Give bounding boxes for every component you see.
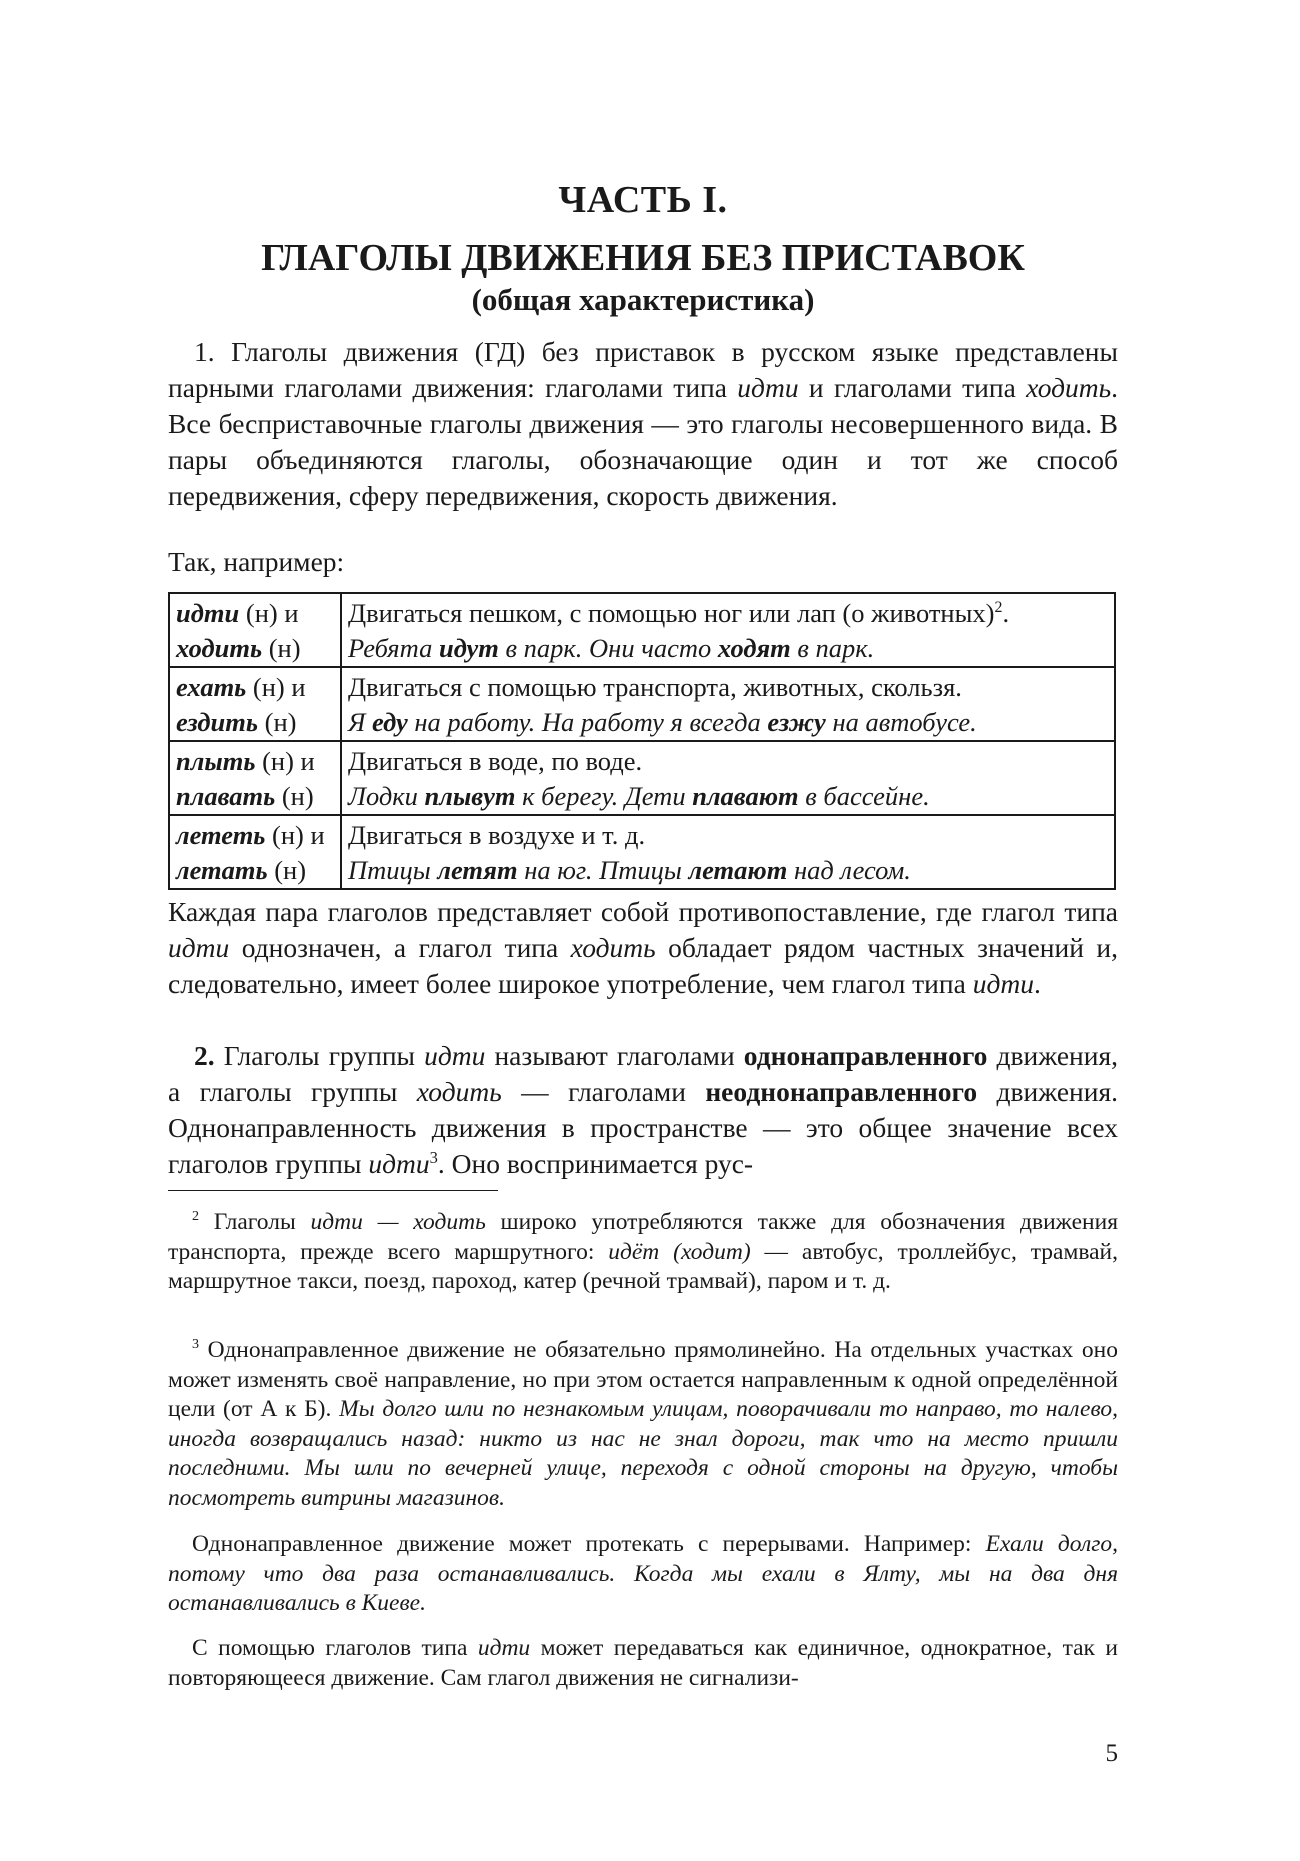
verb-pair-cell <box>169 741 341 815</box>
definition-text: Двигаться с помощью транспорта, животных, скользя. <box>348 672 962 702</box>
verb-unidirectional: лететь <box>176 820 266 850</box>
paragraph-1: 1. Глаголы движения (ГД) без приставок в русском языке представлены парными глаголами движения: глаголами типа идти и глаголами типа ходить. Все бесприставочные глаголы движения — это глаголы несовершенного вида. В пары объединяются глаголы, обозначающие один и тот же способ передвижения, сферу передвижения, скорость движения. <box>168 336 1118 511</box>
verb-unidirectional: плыть <box>176 746 256 776</box>
verb-aspect-mark: (н) и <box>255 746 315 776</box>
example-sentence: Ребята идут в парк. Они часто ходят в парк. <box>348 633 875 663</box>
table-row <box>169 815 1115 889</box>
verb-aspect-mark: (н) <box>262 633 301 663</box>
verb-multidirectional: ездить <box>176 707 259 737</box>
definition-cell: Двигаться пешком, с помощью ног или лап (о животных)$^2$. Ребята идут в парк. Они часто ходят в парк. <box>341 593 1115 667</box>
verb-pair-cell <box>169 815 341 889</box>
footnote-paragraph-2: Однонаправленное движение может протекать с перерывами. Например: Ехали долго, потому что два раза останавливались. Когда мы ехали в Ялту, мы на два дня останавливались в Киеве. <box>168 1531 1118 1616</box>
footnote-paragraph-3: С помощью глаголов типа идти может передаваться как единичное, однократное, так и повторяющееся движение. Сам глагол движения не сигнализи- <box>168 1635 1118 1691</box>
chapter-title: ГЛАГОЛЫ ДВИЖЕНИЯ БЕЗ ПРИСТАВОК <box>261 237 1025 279</box>
footnote-2: $^2$ Глаголы идти — ходить широко употребляются также для обозначения движения транспорта, прежде всего маршрутного: идёт (ходит) — автобус, троллейбус, трамвай, маршрутное такси, поезд, пароход, катер (речной трамвай), паром и т. д. <box>168 1208 1118 1294</box>
footnote-3: $^3$ Однонаправленное движение не обязательно прямолинейно. На отдельных участках оно может изменять своё направление, но при этом остается направленным к одной определённой цели (от А к Б). Мы долго шли по незнакомым улицам, поворачивали то направо, то налево, иногда возвращались назад: никто из нас не знал дороги, так что на место пришли последними. Мы шли по вечерней улице, переходя с одной стороны на другую, чтобы посмотреть витрины магазинов. <box>168 1336 1118 1511</box>
verb-aspect-mark: (н) и <box>246 672 306 702</box>
definition-cell <box>341 667 1115 741</box>
table-row <box>169 593 1115 667</box>
verbs-table <box>168 592 1116 890</box>
verb-unidirectional: ехать <box>176 672 247 702</box>
verb-aspect-mark: (н) и <box>239 598 299 628</box>
verb-multidirectional: ходить <box>176 633 263 663</box>
paragraph-2: Каждая пара глаголов представляет собой противопоставление, где глагол типа идти однозначен, а глагол типа ходить обладает рядом частных значений и, следовательно, имеет более широкое употребление, чем глагол типа идти. <box>168 896 1118 999</box>
definition-text: Двигаться пешком, с помощью ног или лап (о животных) <box>348 598 995 628</box>
example-sentence: Лодки плывут к берегу. Дети плавают в бассейне. <box>348 781 930 811</box>
table-row <box>169 667 1115 741</box>
paragraph-3: 2. Глаголы группы идти называют глаголами однонаправленного движения, а глаголы группы ходить — глаголами неоднонаправленного движения. Однонаправленность движения в пространстве — это общее значение всех глаголов группы идти$^3$. Оно воспринимается рус- <box>168 1040 1119 1179</box>
definition-cell <box>341 741 1115 815</box>
table-row <box>169 741 1115 815</box>
example-sentence: Птицы летят на юг. Птицы летают над лесом. <box>348 855 911 885</box>
verb-unidirectional: идти <box>176 598 240 628</box>
verb-aspect-mark: (н) и <box>265 820 325 850</box>
verb-aspect-mark: (н) <box>267 855 307 885</box>
verb-aspect-mark: (н) <box>258 707 297 737</box>
verb-pair-cell <box>169 667 341 741</box>
verb-multidirectional: летать <box>176 855 268 885</box>
verb-pair-cell <box>169 593 341 667</box>
definition-text: Двигаться в воде, по воде. <box>348 746 643 776</box>
footnote-ref: 2 <box>994 599 1003 617</box>
verb-multidirectional: плавать <box>176 781 276 811</box>
definition-text: Двигаться в воздухе и т. д. <box>348 820 646 850</box>
verb-aspect-mark: (н) <box>275 781 314 811</box>
page-number: 5 <box>1105 1740 1118 1767</box>
example-sentence: Я еду на работу. На работу я всегда езжу на автобусе. <box>348 707 977 737</box>
footnote-divider <box>168 1190 498 1191</box>
part-title: ЧАСТЬ I. <box>558 179 728 221</box>
example-intro: Так, например: <box>168 546 345 577</box>
definition-cell <box>341 815 1115 889</box>
chapter-subtitle: (общая характеристика) <box>471 282 815 317</box>
paragraph-number: 1. <box>194 336 215 367</box>
